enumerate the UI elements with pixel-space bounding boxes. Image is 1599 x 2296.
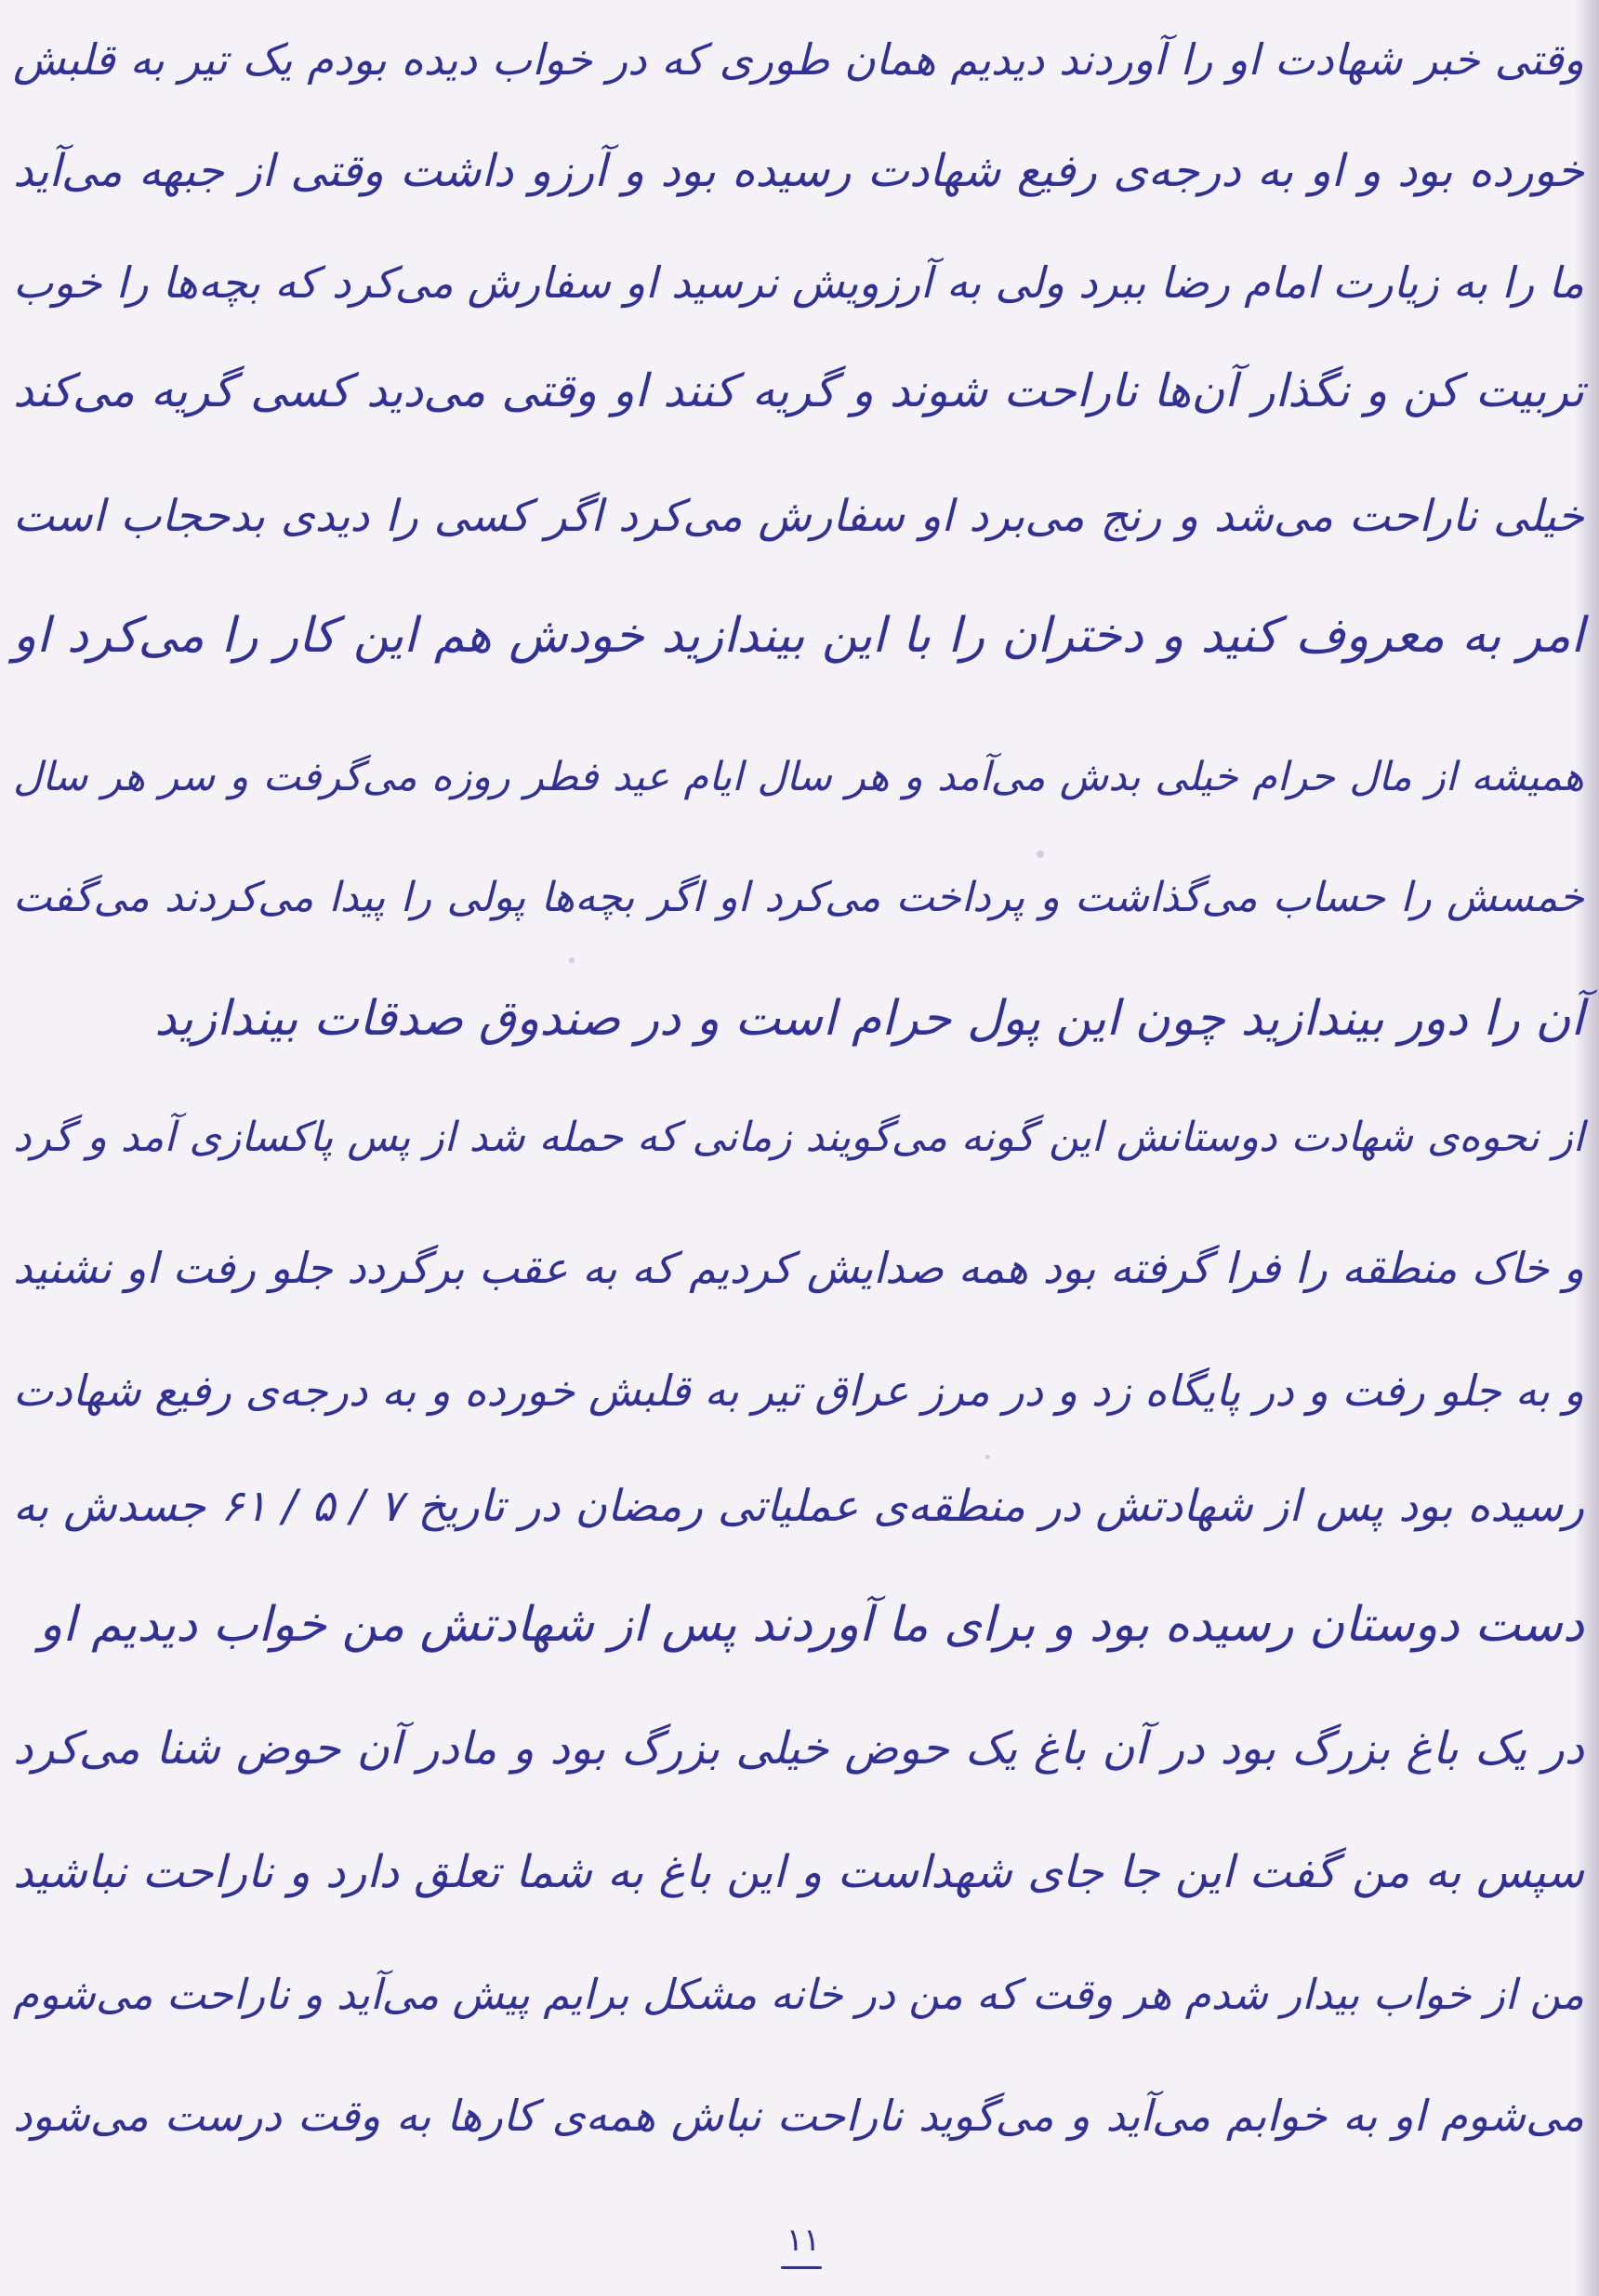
- text-line: دست دوستان رسیده بود و برای ما آوردند پس از شهادتش من خواب دیدیم او: [39, 1597, 1584, 1653]
- text-line: می‌شوم او به خوابم می‌آید و می‌گوید ناراحت نباش همه‌ی کارها به وقت درست می‌شود: [13, 2091, 1584, 2141]
- text-line: خیلی ناراحت می‌شد و رنج می‌برد او سفارش می‌کرد اگر کسی را دیدی بدحجاب است: [13, 491, 1584, 542]
- text-line: از نحوه‌ی شهادت دوستانش این گونه می‌گویند زمانی که حمله شد از پس پاکسازی آمد و گرد: [13, 1114, 1584, 1161]
- text-line: وقتی خبر شهادت او را آوردند دیدیم همان طوری که در خواب دیده بودم یک تیر به قلبش: [13, 34, 1584, 85]
- page-number-underline: [781, 2266, 822, 2269]
- text-line: ما را به زیارت امام رضا ببرد ولی به آرزویش نرسید او سفارش می‌کرد که بچه‌ها را خوب: [13, 257, 1584, 308]
- text-line: و خاک منطقه را فرا گرفته بود همه صدایش کردیم که به عقب برگردد جلو رفت او نشنید: [13, 1243, 1584, 1293]
- page-number: ۱۱: [786, 2222, 821, 2259]
- text-line: من از خواب بیدار شدم هر وقت که من در خانه مشکل برایم پیش می‌آید و ناراحت می‌شوم: [13, 1970, 1584, 2019]
- text-line: آن را دور بیندازید چون این پول حرام است و در صندوق صدقات بیندازید: [154, 991, 1584, 1047]
- text-line: همیشه از مال حرام خیلی بدش می‌آمد و هر سال ایام عید فطر روزه می‌گرفت و سر هر سال: [13, 754, 1584, 800]
- text-line: امر به معروف کنید و دختران را با این بیندازید خودش هم این کار را می‌کرد او: [13, 608, 1584, 664]
- text-line: خورده بود و او به درجه‌ی رفیع شهادت رسیده بود و آرزو داشت وقتی از جبهه می‌آید: [13, 145, 1584, 197]
- text-line: خمسش را حساب می‌گذاشت و پرداخت می‌کرد او اگر بچه‌ها پولی را پیدا می‌کردند می‌گفت: [13, 874, 1584, 921]
- text-line: تربیت کن و نگذار آن‌ها ناراحت شوند و گریه کنند او وقتی می‌دید کسی گریه می‌کند: [13, 364, 1585, 417]
- text-line: در یک باغ بزرگ بود در آن باغ یک حوض خیلی بزرگ بود و مادر آن حوض شنا می‌کرد: [13, 1722, 1584, 1775]
- text-line: سپس به من گفت این جا جای شهداست و این باغ به شما تعلق دارد و ناراحت نباشید: [13, 1846, 1585, 1898]
- text-line: و به جلو رفت و در پایگاه زد و در مرز عراق تیر به قلبش خورده و به درجه‌ی رفیع شهادت: [13, 1366, 1585, 1416]
- text-line: رسیده بود پس از شهادتش در منطقه‌ی عملیاتی رمضان در تاریخ ۷ / ۵ / ۶۱ جسدش به: [13, 1481, 1585, 1532]
